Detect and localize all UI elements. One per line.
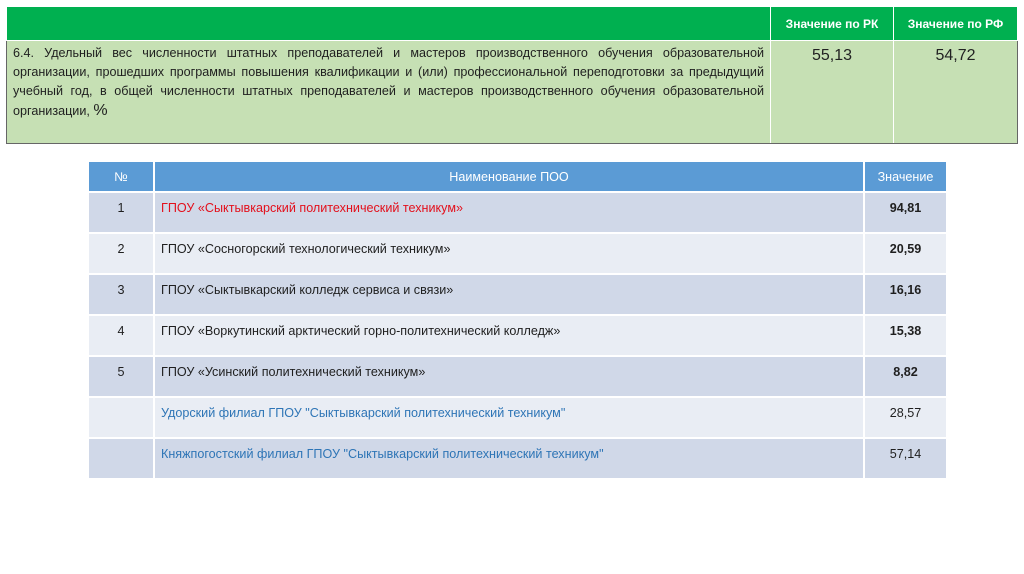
row-num: 3 [88,274,154,315]
header-name: Наименование ПОО [154,161,864,192]
table-row [88,274,947,315]
row-num: 1 [88,192,154,233]
institutions-header-row [88,161,947,192]
indicator-table [6,6,1018,144]
row-num: 2 [88,233,154,274]
row-num: 4 [88,315,154,356]
row-name: ГПОУ «Воркутинский арктический горно-политехнический колледж» [154,315,864,356]
table-row [88,356,947,397]
row-value: 8,82 [864,356,947,397]
header-num: № [88,161,154,192]
indicator-description-cell [7,41,771,144]
row-num: 5 [88,356,154,397]
header-value-rf: Значение по РФ [894,7,1018,41]
row-name: ГПОУ «Усинский политехнический техникум» [154,356,864,397]
header-value: Значение [864,161,947,192]
percent-sign: % [93,102,108,119]
row-num [88,438,154,479]
row-name: Княжпогостский филиал ГПОУ "Сыктывкарский политехнический техникум" [154,438,864,479]
row-name: ГПОУ «Сыктывкарский колледж сервиса и связи» [154,274,864,315]
indicator-description: 6.4. Удельный вес численности штатных преподавателей и мастеров производственного обучения образовательной организации, прошедших программы повышения квалификации и (или) профессиональной переподготовки за предыдущий учебный год, в общей численности штатных преподавателей и мастеров производственного обучения образовательной организации, [13,46,764,118]
row-name: ГПОУ «Сыктывкарский политехнический техникум» [154,192,864,233]
row-value: 20,59 [864,233,947,274]
row-num [88,397,154,438]
table-row [88,438,947,479]
table-row [88,397,947,438]
indicator-header-blank [7,7,771,41]
indicator-body-row [7,41,1018,144]
table-row [88,233,947,274]
indicator-header-row [7,7,1018,41]
row-value: 94,81 [864,192,947,233]
row-value: 57,14 [864,438,947,479]
value-rf: 54,72 [894,41,1018,144]
header-value-rk: Значение по РК [771,7,894,41]
value-rk: 55,13 [771,41,894,144]
row-name: Удорский филиал ГПОУ "Сыктывкарский политехнический техникум" [154,397,864,438]
institutions-table [87,160,948,480]
row-value: 15,38 [864,315,947,356]
row-value: 16,16 [864,274,947,315]
table-row [88,315,947,356]
row-value: 28,57 [864,397,947,438]
table-row [88,192,947,233]
row-name: ГПОУ «Сосногорский технологический техникум» [154,233,864,274]
